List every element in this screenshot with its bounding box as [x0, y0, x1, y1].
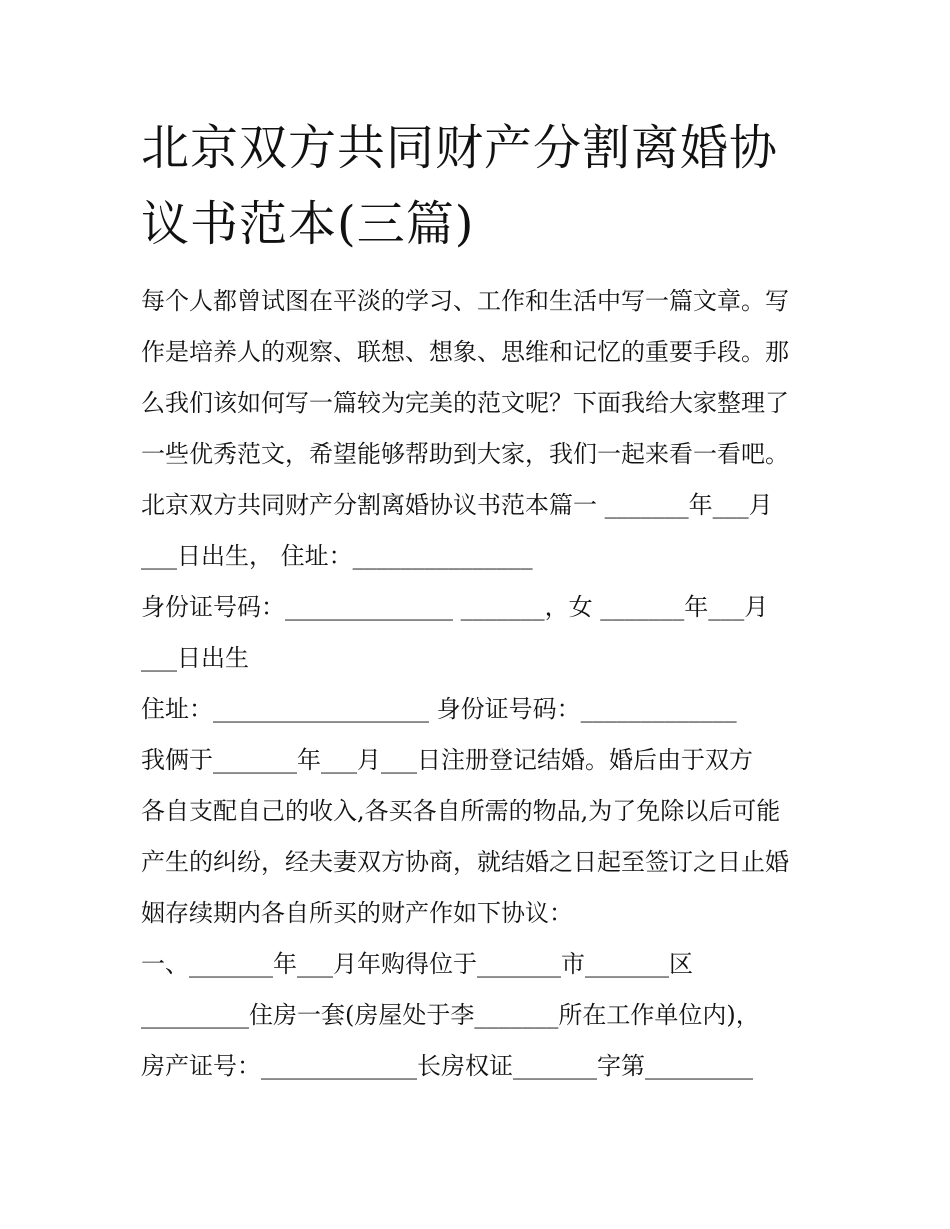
- intro-line: 一些优秀范文，希望能够帮助到大家，我们一起来看一看吧。: [141, 440, 789, 468]
- clause-one-line: _________住房一套(房屋处于李_______所在工作单位内)，: [141, 1001, 760, 1029]
- clause-one-line: 一、_______年___月年购得位于_______市_______区: [141, 950, 693, 978]
- title-line: 北京双方共同财产分割离婚协: [141, 120, 779, 176]
- marriage-date-line: 我俩于_______年___月___日注册登记结婚。婚后由于双方: [141, 746, 753, 774]
- wife-address-line: 住址：__________________ 身份证号码：_____________: [141, 695, 737, 723]
- agreement-text-line: 各自支配自己的收入,各买各自所需的物品,为了免除以后可能: [141, 797, 781, 825]
- wife-birth-line: ___日出生: [141, 644, 249, 672]
- document-body: [141, 276, 821, 1092]
- agreement-text-line: 产生的纠纷，经夫妻双方协商，就结婚之日起至签订之日止婚: [141, 848, 789, 876]
- agreement-text-line: 姻存续期内各自所买的财产作如下协议：: [141, 899, 573, 927]
- title-line: 议书范本(三篇): [141, 196, 475, 252]
- intro-line: 每个人都曾试图在平淡的学习、工作和生活中写一篇文章。写: [141, 287, 789, 315]
- document-title: [141, 110, 821, 262]
- husband-address-line: ___日出生， 住址：_______________: [141, 542, 533, 570]
- agreement-heading-line: 北京双方共同财产分割离婚协议书范本篇一 _______年___月: [141, 491, 773, 519]
- property-cert-line: 房产证号：_____________长房权证_______字第_________: [141, 1052, 753, 1080]
- intro-line: 么我们该如何写一篇较为完美的范文呢？下面我给大家整理了: [141, 389, 789, 417]
- intro-line: 作是培养人的观察、联想、想象、思维和记忆的重要手段。那: [141, 338, 789, 366]
- id-number-line: 身份证号码：______________ _______，女 _______年___月: [141, 593, 769, 621]
